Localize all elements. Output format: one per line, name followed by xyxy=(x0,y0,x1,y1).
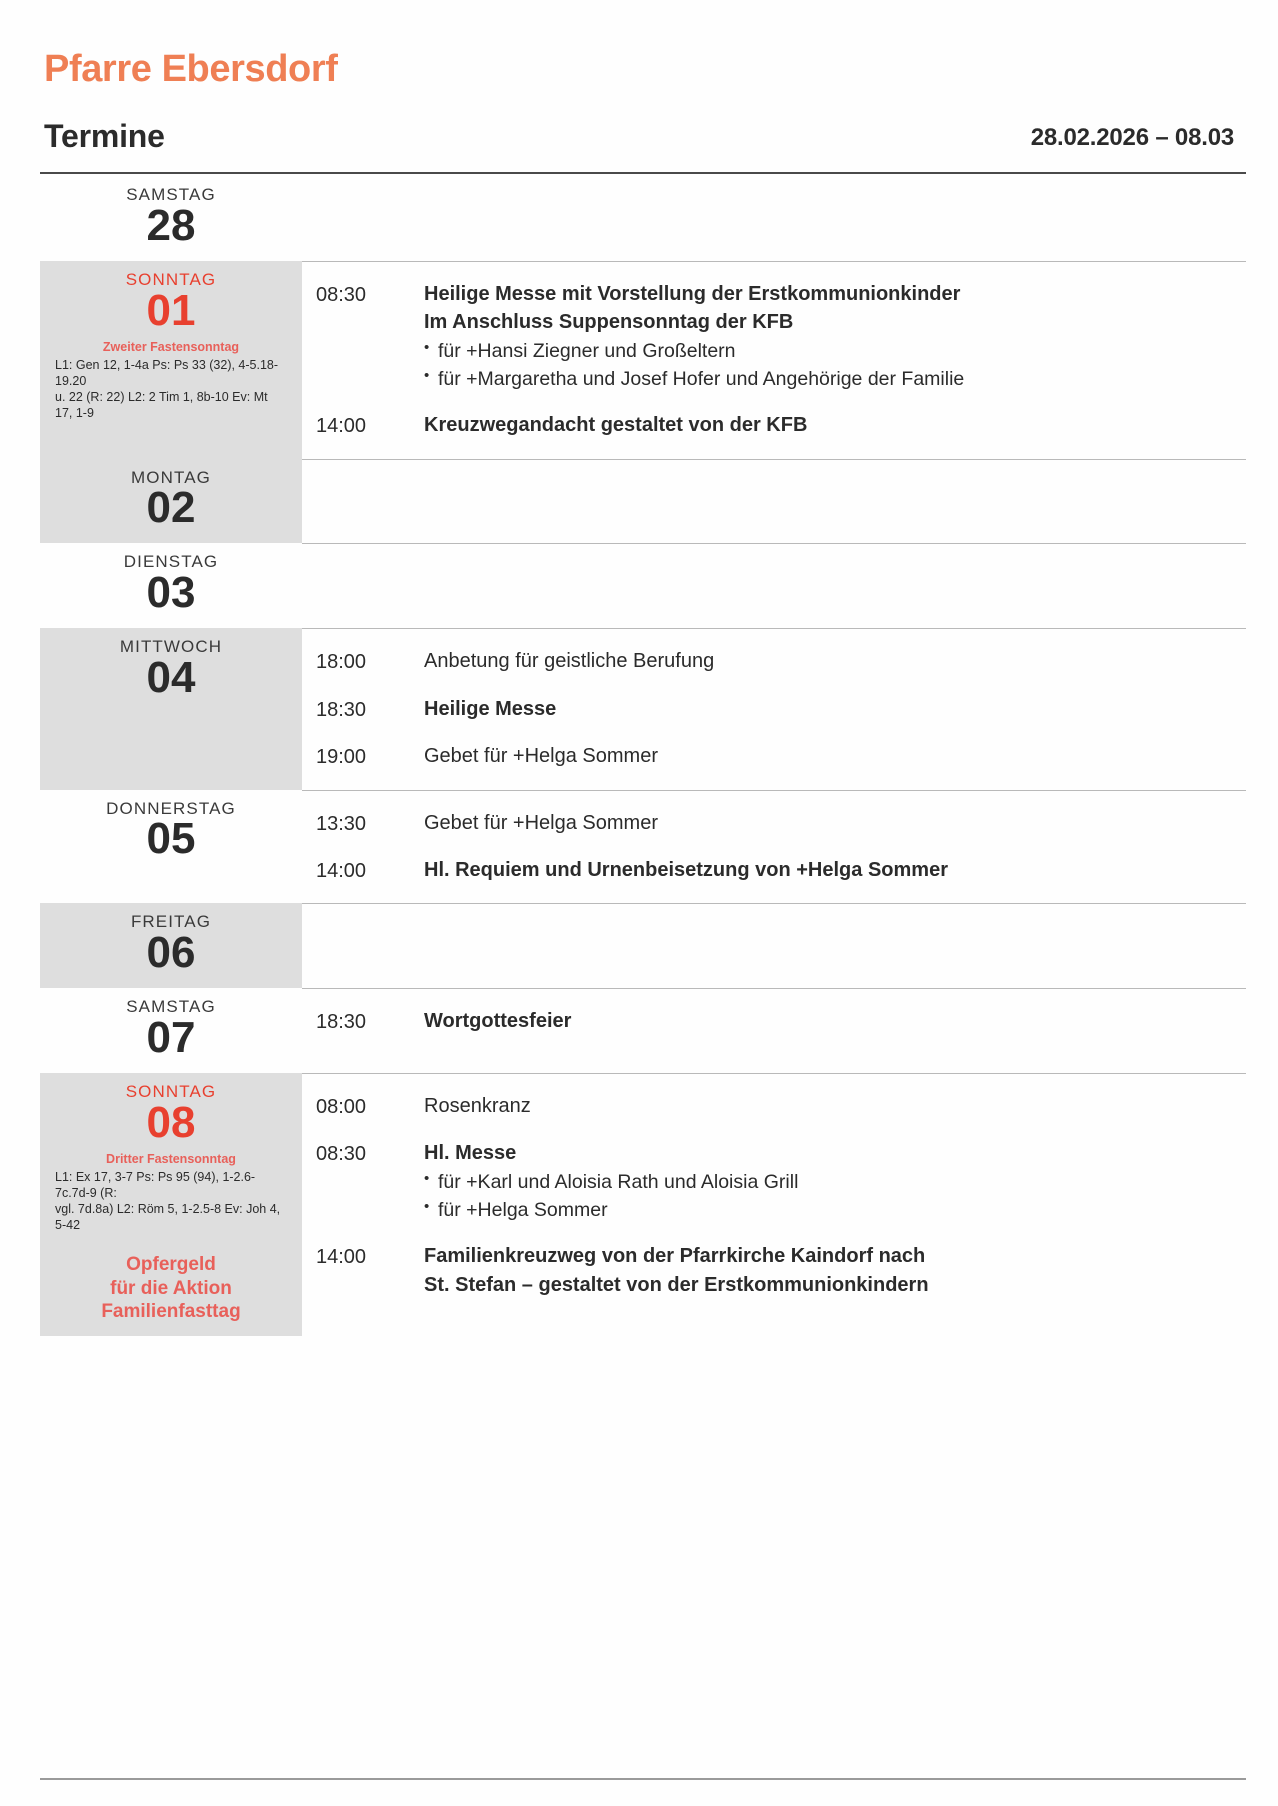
event-time: 08:30 xyxy=(316,1143,367,1166)
day-events xyxy=(302,628,1246,789)
day-events xyxy=(302,543,1246,628)
event-entry xyxy=(316,1139,1236,1224)
event-body xyxy=(424,695,1236,723)
day-header xyxy=(40,628,302,789)
event-time: 08:00 xyxy=(316,1096,367,1119)
day-row xyxy=(40,903,1246,988)
day-of-week-label: SONNTAG xyxy=(125,269,217,289)
day-number: 07 xyxy=(146,1012,196,1062)
event-time: 14:00 xyxy=(316,415,367,438)
day-row xyxy=(40,176,1246,261)
day-row xyxy=(40,1073,1246,1336)
event-entry xyxy=(316,695,1236,724)
event-title: Familienkreuzweg von der Pfarrkirche Kaindorf nach xyxy=(424,1245,926,1268)
event-title: Anbetung für geistliche Berufung xyxy=(424,650,715,673)
day-number: 04 xyxy=(146,653,196,703)
day-of-week-label: SAMSTAG xyxy=(126,997,216,1017)
event-time: 14:00 xyxy=(316,1246,367,1269)
feast-name: Zweiter Fastensonntag xyxy=(102,339,240,354)
event-body xyxy=(424,742,1236,770)
title-row xyxy=(44,118,1234,155)
day-header xyxy=(40,459,302,544)
day-number: 28 xyxy=(146,200,196,250)
event-time: 13:30 xyxy=(316,812,367,835)
day-events xyxy=(302,261,1246,459)
event-entry xyxy=(316,1007,1236,1036)
schedule-list xyxy=(40,176,1246,1336)
day-row xyxy=(40,261,1246,459)
readings-line: u. 22 (R: 22) L2: 2 Tim 1, 8b-10 Ev: Mt 17, 1-9 xyxy=(55,389,268,420)
footer-divider xyxy=(40,1778,1246,1780)
event-intention: • für +Karl und Aloisia Rath und Aloisia Grill xyxy=(424,1168,1236,1196)
event-entry xyxy=(316,856,1236,885)
event-title: Kreuzwegandacht gestaltet von der KFB xyxy=(424,414,808,437)
event-body xyxy=(424,1139,1236,1224)
event-body xyxy=(424,411,1236,439)
event-intention: • für +Hansi Ziegner und Großeltern xyxy=(424,337,1236,365)
day-events xyxy=(302,790,1246,904)
event-time: 19:00 xyxy=(316,746,367,769)
day-row xyxy=(40,543,1246,628)
readings-line: L1: Ex 17, 3-7 Ps: Ps 95 (94), 1-2.6-7c.7d-9 (R: xyxy=(55,1169,256,1200)
event-entry xyxy=(316,742,1236,771)
event-body xyxy=(424,280,1236,393)
day-events xyxy=(302,459,1246,544)
liturgical-readings xyxy=(54,1169,288,1233)
event-body xyxy=(424,647,1236,675)
day-row xyxy=(40,459,1246,544)
event-entry xyxy=(316,1242,1236,1299)
event-title: Rosenkranz xyxy=(424,1095,531,1118)
event-time: 18:00 xyxy=(316,651,367,674)
day-header xyxy=(40,790,302,904)
event-entry xyxy=(316,809,1236,838)
page-title: Termine xyxy=(44,118,165,154)
day-header xyxy=(40,261,302,459)
day-events xyxy=(302,176,1246,261)
day-number: 05 xyxy=(146,814,196,864)
day-of-week-label: MONTAG xyxy=(131,467,211,487)
readings-line: vgl. 7d.8a) L2: Röm 5, 1-2.5-8 Ev: Joh 4, 5-42 xyxy=(55,1201,281,1232)
event-time: 18:30 xyxy=(316,1011,367,1034)
day-row xyxy=(40,628,1246,789)
event-entry xyxy=(316,647,1236,676)
event-body xyxy=(424,1242,1236,1299)
parish-name: Pfarre Ebersdorf xyxy=(44,48,338,90)
day-number: 02 xyxy=(146,483,196,533)
day-of-week-label: SAMSTAG xyxy=(126,185,216,204)
liturgical-readings xyxy=(54,357,288,421)
event-intention: • für +Margaretha und Josef Hofer und Angehörige der Familie xyxy=(424,365,1236,393)
day-number: 06 xyxy=(146,927,196,977)
day-of-week-label: MITTWOCH xyxy=(119,637,223,657)
event-body xyxy=(424,856,1236,884)
header-divider xyxy=(40,172,1246,174)
event-title: Gebet für +Helga Sommer xyxy=(424,745,658,768)
day-events xyxy=(302,903,1246,988)
day-row xyxy=(40,790,1246,904)
event-title: Heilige Messe mit Vorstellung der Erstkommunionkinder xyxy=(424,282,961,305)
day-number: 03 xyxy=(146,568,196,618)
event-entry xyxy=(316,280,1236,393)
event-title: Heilige Messe xyxy=(424,697,557,720)
event-body xyxy=(424,1007,1236,1035)
event-title: St. Stefan – gestaltet von der Erstkommunionkindern xyxy=(424,1273,929,1296)
day-header xyxy=(40,543,302,628)
event-title: Gebet für +Helga Sommer xyxy=(424,811,658,834)
day-number: 01 xyxy=(146,285,196,335)
day-events xyxy=(302,1073,1246,1336)
event-time: 18:30 xyxy=(316,698,367,721)
offering-note: Opfergeld für die Aktion Familienfasttag xyxy=(101,1253,241,1323)
event-title: Hl. Requiem und Urnenbeisetzung von +Helga Sommer xyxy=(424,858,948,881)
readings-line: L1: Gen 12, 1-4a Ps: Ps 33 (32), 4-5.18-19.20 xyxy=(55,357,279,388)
day-header xyxy=(40,903,302,988)
day-row xyxy=(40,988,1246,1073)
day-number: 08 xyxy=(146,1097,196,1147)
day-of-week-label: SONNTAG xyxy=(125,1082,217,1102)
date-range: 28.02.2026 – 08.03 xyxy=(1030,124,1234,151)
event-entry xyxy=(316,411,1236,440)
day-header xyxy=(40,176,302,261)
feast-name: Dritter Fastensonntag xyxy=(106,1151,236,1166)
event-body xyxy=(424,809,1236,837)
day-of-week-label: DONNERSTAG xyxy=(106,798,236,818)
event-time: 14:00 xyxy=(316,859,367,882)
event-time: 08:30 xyxy=(316,283,367,306)
day-header xyxy=(40,1073,302,1336)
event-body xyxy=(424,1092,1236,1120)
event-title: Im Anschluss Suppensonntag der KFB xyxy=(424,311,794,334)
day-of-week-label: FREITAG xyxy=(130,912,212,932)
event-intention: • für +Helga Sommer xyxy=(424,1196,1236,1224)
event-title: Hl. Messe xyxy=(424,1142,517,1165)
day-of-week-label: DIENSTAG xyxy=(123,552,219,572)
event-entry xyxy=(316,1092,1236,1121)
event-title: Wortgottesfeier xyxy=(424,1010,572,1033)
day-events xyxy=(302,988,1246,1073)
day-header xyxy=(40,988,302,1073)
